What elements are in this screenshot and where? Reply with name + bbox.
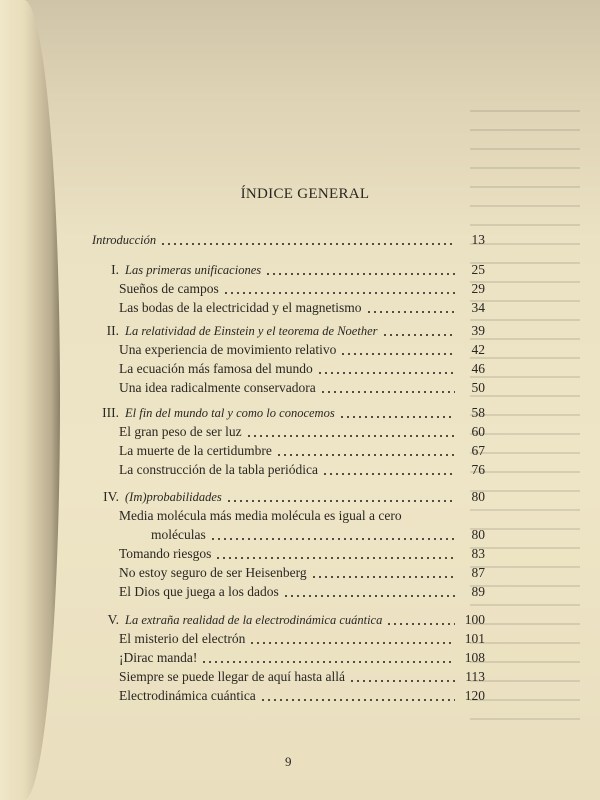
leader-dots (320, 384, 455, 394)
chapter-numeral: I. (111, 262, 119, 277)
toc-chapter (95, 323, 485, 341)
toc-entry (95, 565, 485, 583)
toc-intro (92, 232, 485, 250)
toc-entry (95, 361, 485, 379)
leader-dots (160, 236, 455, 246)
leader-dots (226, 493, 455, 503)
toc-title: Una idea radicalmente conservadora (119, 380, 316, 395)
toc-title: La ecuación más famosa del mundo (119, 361, 313, 376)
leader-dots (366, 304, 455, 314)
leader-dots (311, 569, 455, 579)
toc-title: Las primeras unificaciones (125, 263, 262, 277)
toc-entry (95, 584, 485, 602)
toc-entry (95, 669, 485, 687)
toc-page: 60 (471, 424, 485, 439)
toc-title: La construcción de la tabla periódica (119, 462, 319, 477)
leader-dots (386, 616, 455, 626)
toc-page: 67 (471, 443, 485, 458)
chapter-numeral: V. (107, 612, 119, 627)
toc-page: 76 (471, 462, 485, 477)
toc-title: Electrodinámica cuántica (119, 688, 256, 703)
leader-dots (339, 409, 455, 419)
toc-page: 13 (471, 232, 485, 247)
leader-dots (382, 327, 456, 337)
toc-entry (95, 443, 485, 461)
toc-page: 108 (464, 650, 485, 665)
toc-entry (95, 546, 485, 564)
toc-entry (95, 300, 485, 318)
toc-title: El fin del mundo tal y como lo conocemos (125, 406, 335, 420)
leader-dots (223, 285, 455, 295)
chapter-numeral: IV. (103, 489, 119, 504)
toc-title: La relatividad de Einstein y el teorema de Noether (125, 324, 378, 338)
toc-page: 58 (471, 405, 485, 420)
toc-page: 80 (471, 489, 485, 504)
toc-title: moléculas (151, 527, 206, 542)
toc-page: 25 (471, 262, 485, 277)
leader-dots (246, 428, 455, 438)
toc-entry (95, 380, 485, 398)
toc-page: 101 (464, 631, 485, 646)
toc-title: Las bodas de la electricidad y el magnetismo (119, 300, 362, 315)
toc-page: 120 (464, 688, 485, 703)
leader-dots (265, 266, 455, 276)
toc-title: El Dios que juega a los dados (119, 584, 279, 599)
toc-entry (95, 631, 485, 649)
toc-title: Una experiencia de movimiento relativo (119, 342, 337, 357)
chapter-numeral: III. (102, 405, 119, 420)
chapter-numeral: II. (106, 323, 119, 338)
toc-title: No estoy seguro de ser Heisenberg (119, 565, 307, 580)
leader-dots (260, 692, 455, 702)
leader-dots (215, 550, 455, 560)
toc-title: La extraña realidad de la electrodinámica cuántica (125, 613, 383, 627)
toc-entry (95, 688, 485, 706)
toc-page: 87 (471, 565, 485, 580)
toc-page: 46 (471, 361, 485, 376)
leader-dots (322, 466, 455, 476)
toc-chapter (95, 405, 485, 423)
toc-page: 29 (471, 281, 485, 296)
toc-chapter (95, 612, 485, 630)
left-page-edge (0, 0, 60, 800)
leader-dots (210, 531, 455, 541)
page-number: 9 (285, 754, 292, 769)
toc-entry (95, 281, 485, 299)
toc-entry (95, 508, 485, 526)
toc-title: El misterio del electrón (119, 631, 246, 646)
toc-title: La muerte de la certidumbre (119, 443, 272, 458)
toc-title: Siempre se puede llegar de aquí hasta allá (119, 669, 346, 684)
leader-dots (283, 588, 455, 598)
toc-page: 100 (464, 612, 485, 627)
leader-dots (249, 635, 455, 645)
toc-page: 34 (471, 300, 485, 315)
toc-title: ¡Dirac manda! (119, 650, 198, 665)
leader-dots (349, 673, 455, 683)
leader-dots (340, 346, 455, 356)
toc-entry-continuation (95, 527, 485, 545)
page-title: ÍNDICE GENERAL (240, 186, 370, 202)
toc-title: (Im)probabilidades (125, 490, 222, 504)
toc-entry (95, 462, 485, 480)
toc-entry (95, 342, 485, 360)
toc-entry (95, 650, 485, 668)
toc-page: 89 (471, 584, 485, 599)
toc-title: Tomando riesgos (119, 546, 212, 561)
leader-dots (201, 654, 455, 664)
toc-chapter (95, 489, 485, 507)
toc-title: Sueños de campos (119, 281, 219, 296)
toc-page: 50 (471, 380, 485, 395)
leader-dots (317, 365, 455, 375)
toc-page: 83 (471, 546, 485, 561)
toc-title: Introducción (92, 233, 157, 247)
toc-chapter (95, 262, 485, 280)
toc-entry (95, 424, 485, 442)
toc-page: 113 (465, 669, 485, 684)
toc-page: 80 (471, 527, 485, 542)
toc-title: El gran peso de ser luz (119, 424, 242, 439)
toc-page: 42 (471, 342, 485, 357)
leader-dots (276, 447, 455, 457)
toc-title: Media molécula más media molécula es igual a cero (119, 508, 402, 523)
toc-page: 39 (471, 323, 485, 338)
